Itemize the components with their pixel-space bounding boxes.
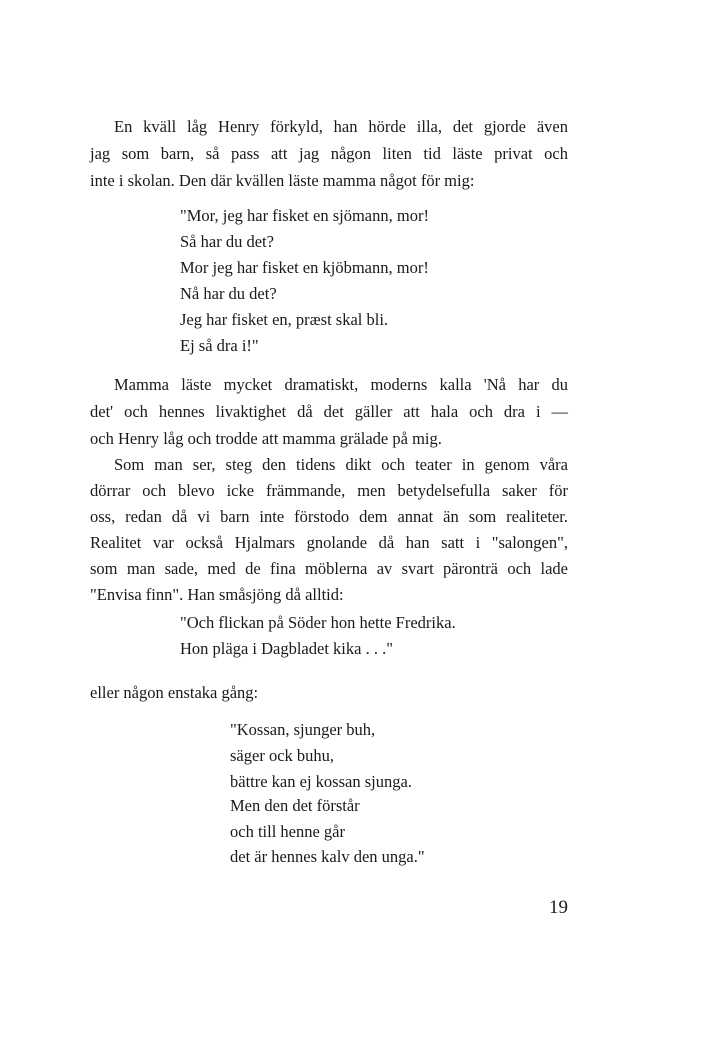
paragraph-line: Realitet var också Hjalmars gnolande då han satt i "salongen", bbox=[90, 533, 568, 552]
paragraph-line: Som man ser, steg den tidens dikt och teater in genom våra bbox=[114, 455, 568, 474]
paragraph-line: "Envisa finn". Han småsjöng då alltid: bbox=[90, 585, 344, 604]
paragraph-line: och Henry låg och trodde att mamma grälade på mig. bbox=[90, 429, 442, 448]
verse-line: Men den det förstår bbox=[230, 796, 360, 815]
verse-line: bättre kan ej kossan sjunga. bbox=[230, 772, 412, 791]
verse-line: det är hennes kalv den unga." bbox=[230, 847, 425, 866]
verse-line: Mor jeg har fisket en kjöbmann, mor! bbox=[180, 258, 429, 277]
verse-line: Så har du det? bbox=[180, 232, 274, 251]
verse-line: "Kossan, sjunger buh, bbox=[230, 720, 376, 739]
verse-line: och till henne går bbox=[230, 822, 346, 841]
paragraph-line: dörrar och blevo icke främmande, men betydelsefulla saker för bbox=[90, 481, 568, 500]
verse-line: "Och flickan på Söder hon hette Fredrika. bbox=[180, 613, 456, 632]
paragraph-line: som man sade, med de fina möblerna av svart päronträ och lade bbox=[90, 559, 568, 578]
paragraph-line: eller någon enstaka gång: bbox=[90, 683, 259, 702]
paragraph-line: det' och hennes livaktighet då det gäller att hala och dra i — bbox=[90, 402, 568, 421]
paragraph-line: inte i skolan. Den där kvällen läste mamma något för mig: bbox=[90, 171, 475, 190]
page-number: 19 bbox=[549, 897, 568, 918]
paragraph-line: jag som barn, så pass att jag någon liten tid läste privat och bbox=[90, 144, 568, 163]
verse-line: Nå har du det? bbox=[180, 284, 277, 303]
verse-line: säger ock buhu, bbox=[230, 746, 335, 765]
paragraph-line: oss, redan då vi barn inte förstodo dem annat än som realiteter. bbox=[90, 507, 568, 526]
verse-line: "Mor, jeg har fisket en sjömann, mor! bbox=[180, 206, 429, 225]
paragraph-line: Mamma läste mycket dramatiskt, moderns kalla 'Nå har du bbox=[114, 375, 568, 394]
verse-line: Hon pläga i Dagbladet kika . . ." bbox=[180, 639, 393, 658]
paragraph-line: En kväll låg Henry förkyld, han hörde illa, det gjorde även bbox=[114, 117, 568, 136]
verse-line: Jeg har fisket en, præst skal bli. bbox=[180, 310, 389, 329]
verse-line: Ej så dra i!" bbox=[180, 336, 259, 355]
